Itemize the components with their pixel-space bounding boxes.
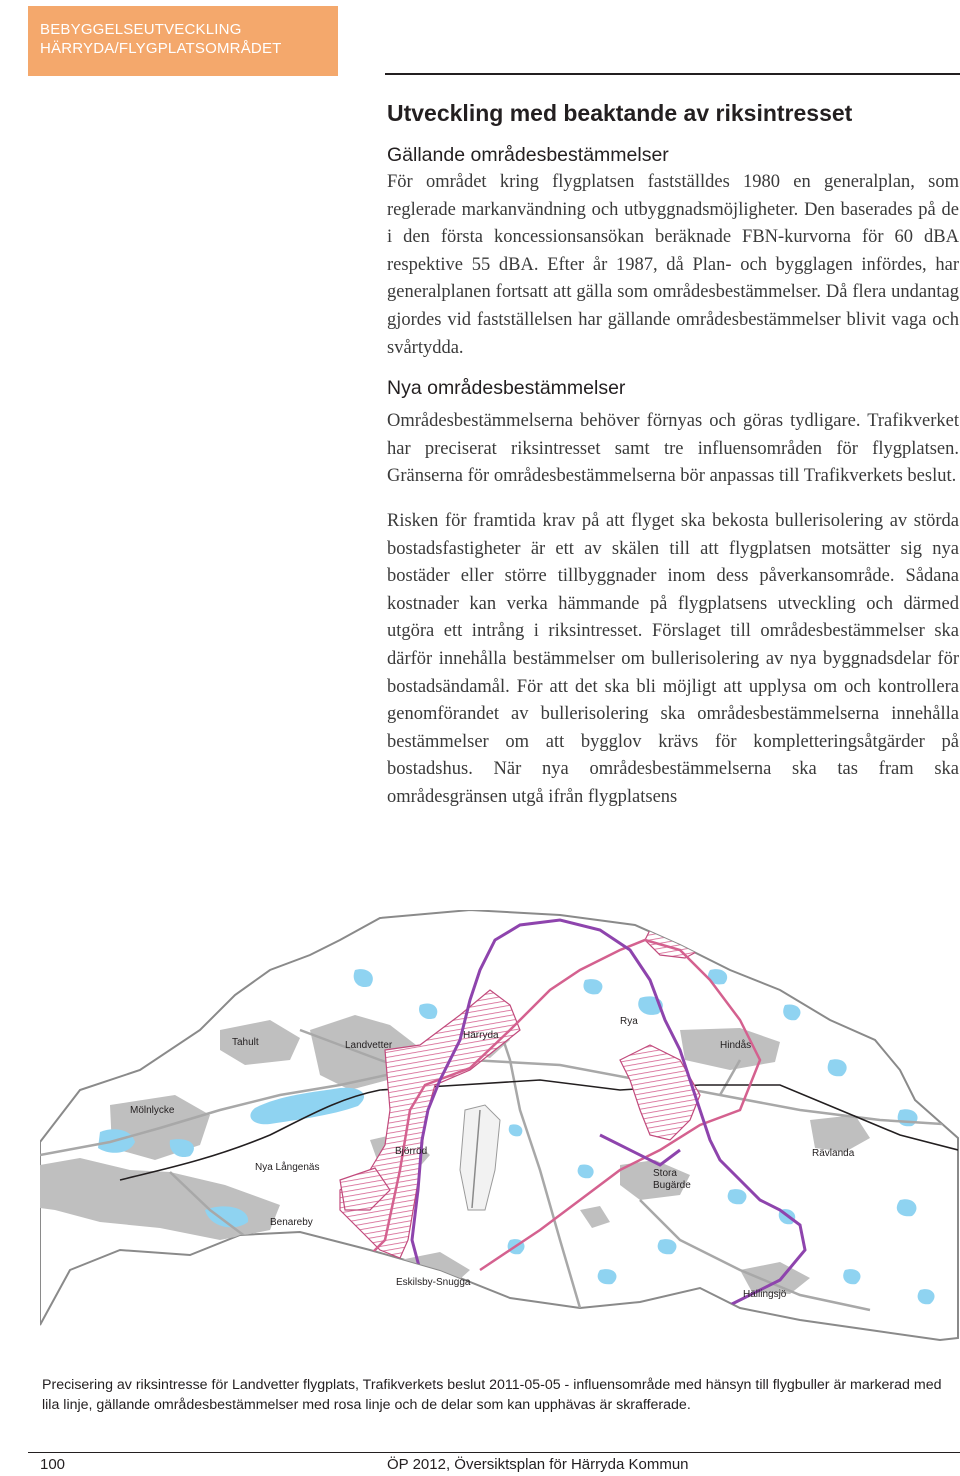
label-molnlycke: Mölnlycke <box>130 1105 175 1116</box>
label-ravlanda: Rävlanda <box>812 1148 855 1159</box>
label-landvetter: Landvetter <box>345 1040 393 1051</box>
map-figure <box>40 910 960 1370</box>
subheading-current-regulations: Gällande områdesbestämmelser <box>387 144 669 166</box>
header-rule <box>385 73 960 75</box>
label-harryda: Härryda <box>463 1030 499 1041</box>
label-benareby: Benareby <box>270 1217 313 1228</box>
label-eskilsby-snugga: Eskilsby-Snugga <box>396 1277 471 1288</box>
page-number: 100 <box>40 1456 66 1473</box>
article-title: Utveckling med beaktande av riksintresset <box>387 100 853 126</box>
footer-rule <box>28 1452 960 1453</box>
subheading-new-regulations: Nya områdesbestämmelser <box>387 377 626 400</box>
label-stora-bugarde-text: Stora <box>653 1168 677 1179</box>
section-tab <box>28 6 338 76</box>
municipality-map <box>40 910 960 1370</box>
label-hindas: Hindås <box>720 1040 752 1051</box>
document-title: ÖP 2012, Översiktsplan för Härryda Kommun <box>387 1456 689 1473</box>
label-nya-langenas: Nya Långenäs <box>255 1162 320 1173</box>
section-title-line1: BEBYGGELSEUTVECKLING <box>40 21 242 38</box>
section-title-line2: HÄRRYDA/FLYGPLATSOMRÅDET <box>40 40 282 57</box>
map-caption: Precisering av riksintresse för Landvetter flygplats, Trafikverkets beslut 2011-05-05 - influensområde med hänsyn till flygbuller är markerad med lila linje, gällande områdesbestämmelser med rosa linje och de delar som kan upphävas är skrafferade. <box>42 1377 942 1413</box>
label-tahult: Tahult <box>232 1037 259 1048</box>
paragraph-noise-insulation: Risken för framtida krav på att flyget ska bekosta bullerisolering av störda bostadsfastigheter är ett av skälen till att flygplatsen motsätter sig nya bostäder eller större tillbyggnader inom dess påverkansområde. Sådana kostnader kan verka hämmande på flygplatsens utveckling och därmed utgöra ett intrång i riksintresset. Förslaget till områdesbestämmelser ska därför innehålla bestämmelser om bullerisolering av nya byggnadsdelar för bostadsändamål. För att det ska bli möjligt att upplysa om och kontrollera genomförandet av bullerisolering ska områdesbestämmelserna innehålla bestämmelser om att bygglov krävs för kompletteringsåtgärder på bostadshus. När nya områdesbestämmelserna ska tas fram ska områdesgränsen utgå ifrån flygplatsens <box>387 510 959 807</box>
label-hallingsjo: Hällingsjö <box>743 1289 787 1300</box>
paragraph-new-regulations: Områdesbestämmelserna behöver förnyas och göras tydligare. Trafikverket har preciserat riksintresset samt tre influensområden för flygplatsen. Gränserna för områdesbestämmelserna bör anpassas till Trafikverkets beslut. <box>387 411 959 487</box>
label-stora-bugarde-text-line2: Bugärde <box>653 1180 691 1191</box>
label-bjorrod: Björröd <box>395 1146 428 1157</box>
article-body <box>387 96 959 811</box>
paragraph-current-regulations: För området kring flygplatsen fastställdes 1980 en generalplan, som reglerade markanvändning och utbyggnadsmöjligheter. Den baserades på de i den första koncessionsansökan beräknade FBN-kurvorna för 60 dBA respektive 55 dBA. Efter år 1987, då Plan- och bygglagen infördes, har generalplanen fortsatt att gälla som områdesbestämmelser. Då flera undantag gjordes vid fastställelsen har gällande områdesbestämmelser blivit vaga och svårtydda. <box>387 172 959 358</box>
label-rya: Rya <box>620 1016 638 1027</box>
